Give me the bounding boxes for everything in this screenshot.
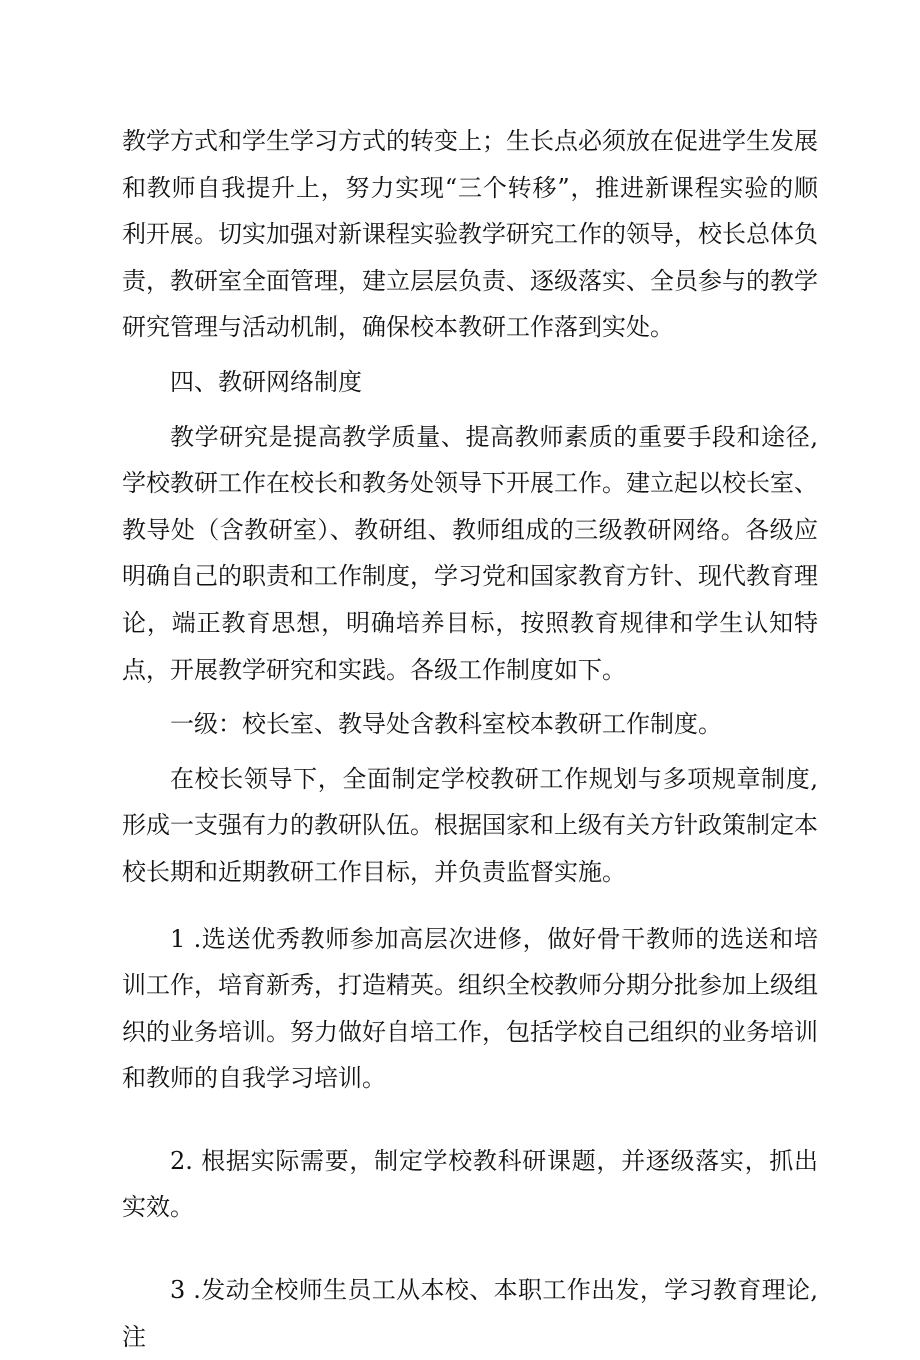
list-item-3: 3 .发动全校师生员工从本校、本职工作出发，学习教育理论,注	[122, 1276, 818, 1351]
paragraph-2: 教学研究是提高教学质量、提高教师素质的重要手段和途径,学校教研工作在校长和教务处领导下开展工作。建立起以校长室、教导处（含教研室）、教研组、教师组成的三级教研网络。各级应明确自己的职责和工作制度，学习党和国家教育方针、现代教育理论，端正教育思想，明确培养目标，按照教育规律和学生认知特点，开展教学研究和实践。各级工作制度如下。	[122, 422, 818, 684]
list-item-1: 1 .选送优秀教师参加高层次进修，做好骨干教师的选送和培训工作，培育新秀，打造精英。组织全校教师分期分批参加上级组织的业务培训。努力做好自培工作，包括学校自己组织的业务培训和教师的自我学习培训。	[122, 924, 818, 1093]
section-heading: 四、教研网络制度	[170, 367, 362, 396]
list-item-2: 2. 根据实际需要，制定学校教科研课题，并逐级落实，抓出实效。	[122, 1146, 818, 1222]
paragraph-3: 在校长领导下，全面制定学校教研工作规划与多项规章制度,形成一支强有力的教研队伍。根据国家和上级有关方针政策制定本校长期和近期教研工作目标，并负责监督实施。	[122, 764, 818, 886]
document-page	[122, 118, 818, 1360]
level-one-heading: 一级：校长室、教导处含教科室校本教研工作制度。	[170, 710, 722, 739]
paragraph-1: 教学方式和学生学习方式的转变上；生长点必须放在促进学生发展和教师自我提升上，努力实现“三个转移”，推进新课程实验的顺利开展。切实加强对新课程实验教学研究工作的领导，校长总体负责，教研室全面管理，建立层层负责、逐级落实、全员参与的教学研究管理与活动机制，确保校本教研工作落到实处。	[122, 127, 818, 342]
